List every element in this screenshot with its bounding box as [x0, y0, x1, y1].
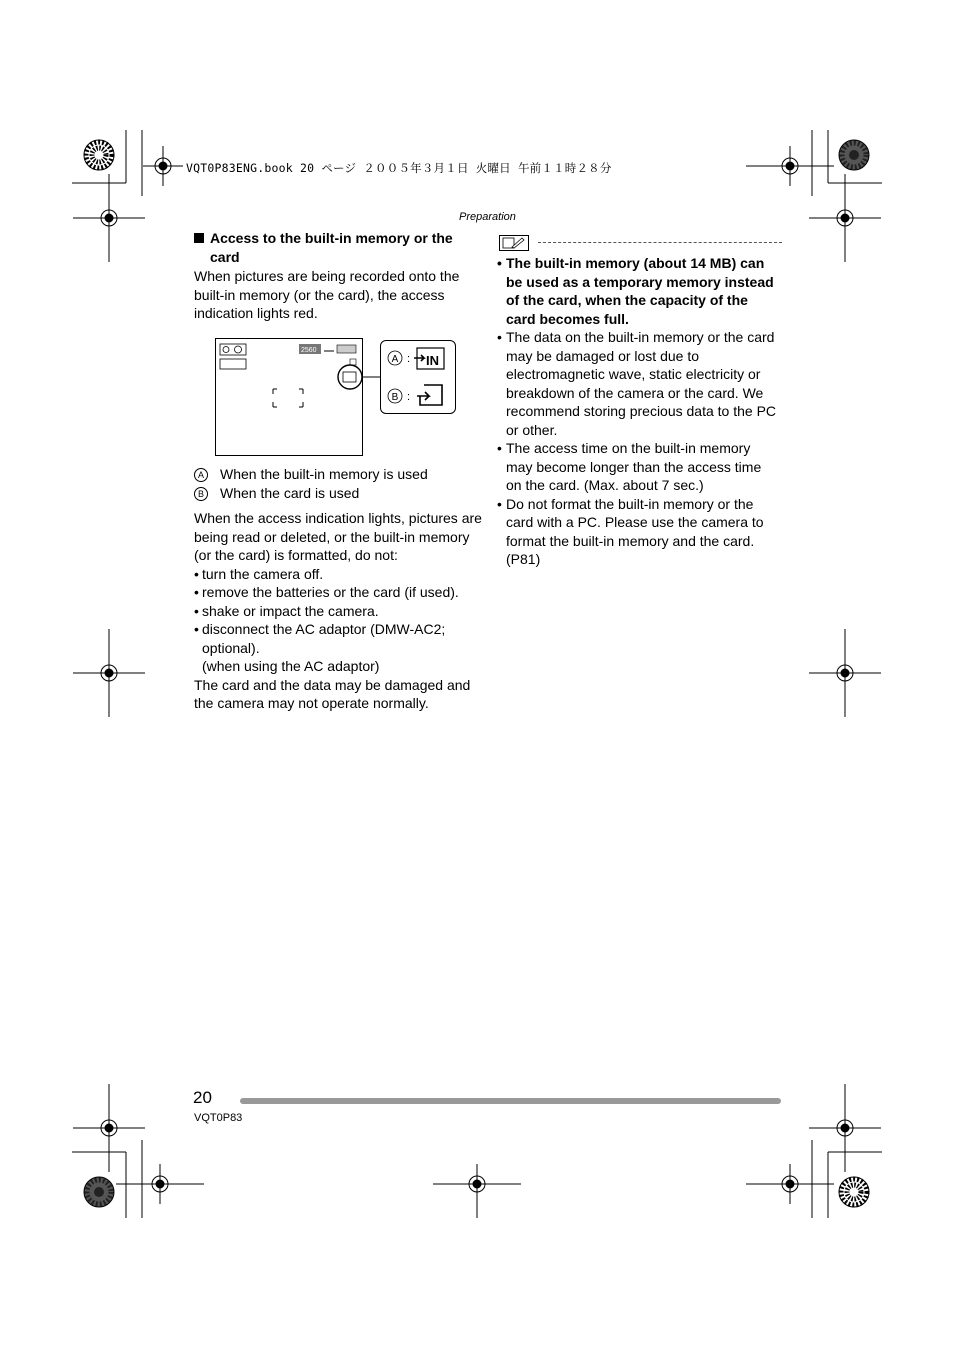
note-bullet: • The data on the built-in memory or the card may be damaged or lost due to electromagnetic wave, static electricity or breakdown of the camera or the card. We recommend storing precious data to the PC or other.: [497, 328, 779, 439]
callout-b-letter: B: [391, 392, 399, 403]
note-bullet: • Do not format the built-in memory or the card with a PC. Please use the camera to format the built-in memory and the card. (P81): [497, 495, 779, 569]
note-divider: [538, 242, 782, 243]
callout-a-symbol: IN: [426, 353, 439, 368]
warning-block: [194, 509, 484, 713]
left-column: [194, 229, 484, 323]
document-code: VQT0P83: [194, 1112, 243, 1124]
closing-paragraph: The card and the data may be damaged and the camera may not operate normally.: [194, 676, 471, 711]
callout-a-letter: A: [391, 354, 399, 365]
warning-bullet: • remove the batteries or the card (if used).: [194, 583, 484, 602]
resolution-value: 2560: [301, 347, 317, 354]
legend-b-marker: B: [194, 487, 208, 501]
svg-text::: :: [407, 391, 411, 403]
bullet-note: (when using the AC adaptor): [202, 658, 380, 674]
print-header: VQT0P83ENG.book 20 ページ ２００５年３月１日 火曜日 午前１１時２８分: [186, 161, 612, 175]
warning-paragraph: When the access indication lights, pictures are being read or deleted, or the built-in memory (or the card) is formatted, do not:: [194, 510, 482, 563]
footer-bar: [240, 1098, 781, 1104]
note-bullet: • The built-in memory (about 14 MB) can be used as a temporary memory instead of the card, when the capacity of the card becomes full.: [497, 254, 779, 328]
note-bullet: • The access time on the built-in memory may become longer than the access time on the card. (Max. about 7 sec.): [497, 439, 779, 495]
section-label: Preparation: [459, 211, 516, 223]
warning-bullet: • shake or impact the camera.: [194, 602, 484, 621]
right-column: [497, 254, 779, 569]
page-number: 20: [193, 1088, 212, 1107]
warning-bullet: • turn the camera off.: [194, 565, 484, 584]
legend-block: [194, 465, 484, 503]
svg-text::: :: [407, 353, 411, 365]
square-bullet-icon: [194, 233, 204, 243]
legend-row-a: A When the built-in memory is used: [194, 465, 484, 484]
legend-a-marker: A: [194, 468, 208, 482]
access-indicator-callout: [380, 340, 456, 414]
callout-graphic: [381, 341, 455, 413]
camera-screen-illustration: [215, 338, 363, 456]
note-pencil-icon: [499, 235, 529, 251]
legend-row-b: B When the card is used: [194, 484, 484, 503]
warning-bullet: • disconnect the AC adaptor (DMW-AC2; optional).: [194, 620, 484, 657]
section-heading: Access to the built-in memory or the card: [194, 229, 484, 266]
intro-paragraph: When pictures are being recorded onto the built-in memory (or the card), the access indication lights red.: [194, 268, 460, 321]
